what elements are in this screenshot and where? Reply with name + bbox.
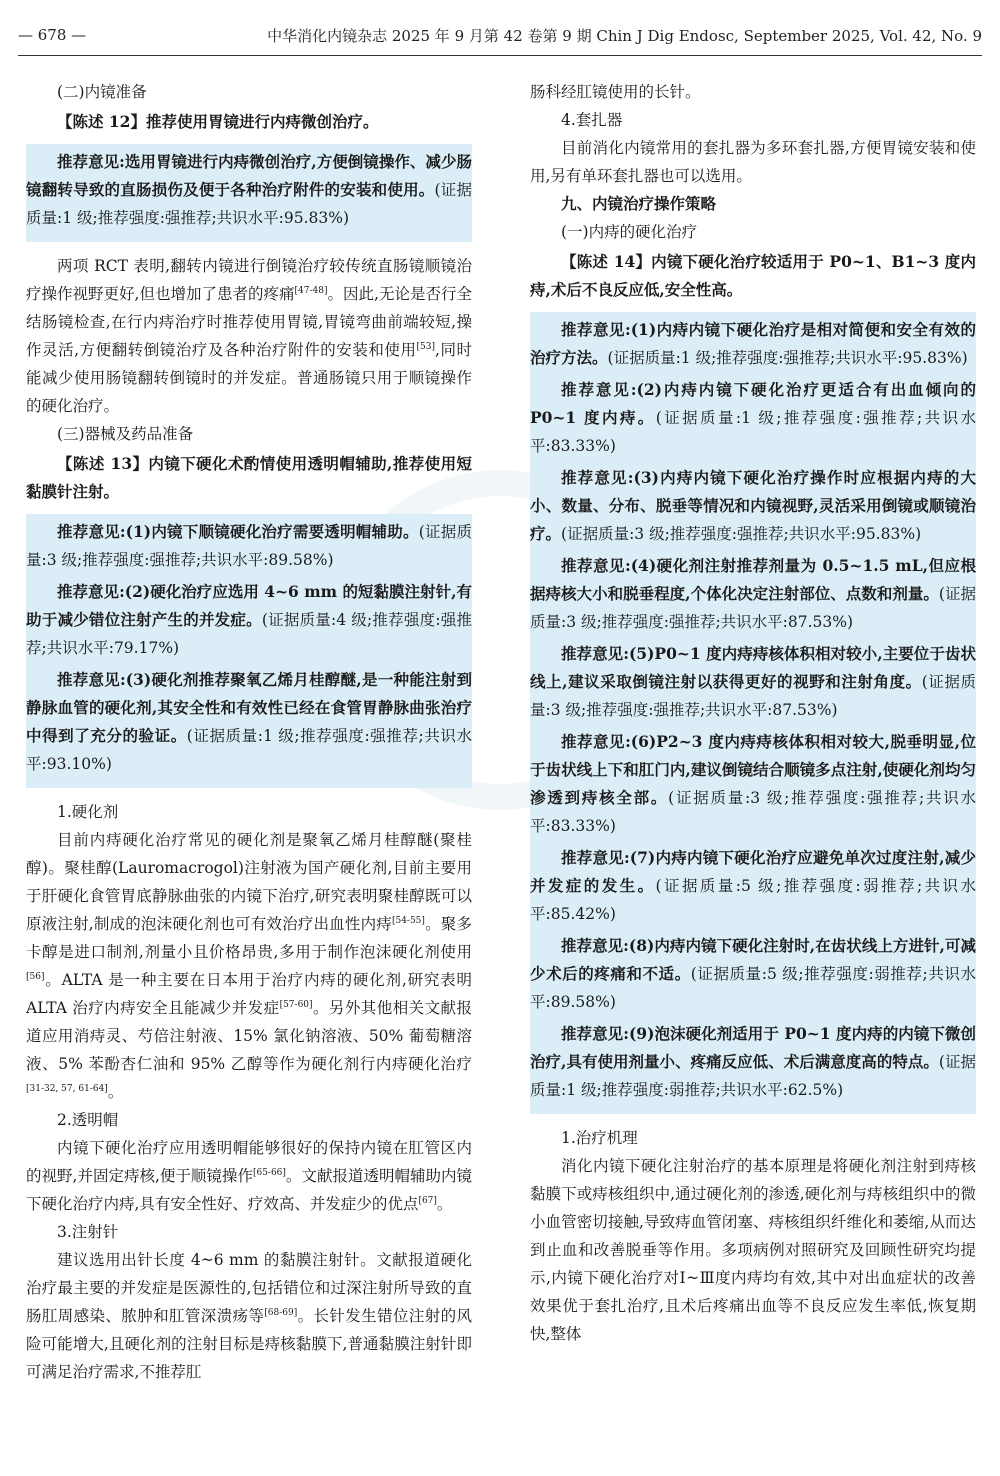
paragraph: 建议选用出针长度 4~6 mm 的黏膜注射针。文献报道硬化治疗最主要的并发症是医源性的,包括错位和过深注射所导致的直肠肛周感染、脓肿和肛管深溃疡等[68-69]。长针发生错位注射的风险可能增大,且硬化剂的注射目标是痔核黏膜下,普通黏膜注射针即可满足治疗需求,不推荐肛	[26, 1251, 472, 1381]
recommendation-box	[26, 144, 472, 242]
section-heading: (一)内痔的硬化治疗	[561, 223, 698, 241]
subsection-heading: 1.治疗机理	[561, 1129, 638, 1147]
recommendation: 推荐意见:(9)泡沫硬化剂适用于 P0~1 度内痔的内镜下微创治疗,具有使用剂量小、疼痛反应低、术后满意度高的特点。(证据质量:1 级;推荐强度:弱推荐;共识水平:62.5%)	[530, 1024, 976, 1099]
statement-14: 【陈述 14】内镜下硬化治疗较适用于 P0~1、B1~3 度内痔,术后不良反应低,安全性高。	[530, 252, 976, 299]
recommendation: 推荐意见:(1)内镜下顺镜硬化治疗需要透明帽辅助。(证据质量:3 级;推荐强度:强推荐;共识水平:89.58%)	[26, 522, 472, 569]
recommendation: 推荐意见:(2)硬化治疗应选用 4~6 mm 的短黏膜注射针,有助于减少错位注射产生的并发症。(证据质量:4 级;推荐强度:强推荐;共识水平:79.17%)	[26, 582, 472, 657]
subsection-heading: 2.透明帽	[57, 1111, 119, 1129]
header-divider	[18, 55, 982, 56]
paragraph: 目前内痔硬化治疗常见的硬化剂是聚氧乙烯月桂醇醚(聚桂醇)。聚桂醇(Lauromacrogol)注射液为国产硬化剂,目前主要用于肝硬化食管胃底静脉曲张的内镜下治疗,研究表明聚桂醇既可以原液注射,制成的泡沫硬化剂也可有效治疗出血性内痔[54-55]。聚多卡醇是进口制剂,剂量小且价格昂贵,多用于制作泡沫硬化剂使用[56]。ALTA 是一种主要在日本用于治疗内痔的硬化剂,研究表明 ALTA 治疗内痔安全且能减少并发症[57-60]。另外其他相关文献报道应用消痔灵、芍倍注射液、15% 氯化钠溶液、50% 葡萄糖溶液、5% 苯酚杏仁油和 95% 乙醇等作为硬化剂行内痔硬化治疗[31-32, 57, 61-64]。	[26, 831, 472, 1101]
paragraph: 两项 RCT 表明,翻转内镜进行倒镜治疗较传统直肠镜顺镜治疗操作视野更好,但也增加了患者的疼痛[47-48]。因此,无论是否行全结肠镜检查,在行内痔治疗时推荐使用胃镜,胃镜弯曲前端较短,操作灵活,方便翻转倒镜治疗及各种治疗附件的安装和使用[53],同时能减少使用肠镜翻转倒镜时的并发症。普通肠镜只用于顺镜操作的硬化治疗。	[26, 257, 472, 415]
recommendation: 推荐意见:(1)内痔内镜下硬化治疗是相对简便和安全有效的治疗方法。(证据质量:1 级;推荐强度:强推荐;共识水平:95.83%)	[530, 320, 976, 367]
journal-citation: 中华消化内镜杂志 2025 年 9 月第 42 卷第 9 期 Chin J Dig Endosc, September 2025, Vol. 42, No. 9	[267, 26, 982, 45]
recommendation: 推荐意见:(6)P2~3 度内痔痔核体积相对较大,脱垂明显,位于齿状线上下和肛门内,建议倒镜结合顺镜多点注射,使硬化剂均匀渗透到痔核全部。(证据质量:3 级;推荐强度:强推荐;共识水平:83.33%)	[530, 732, 976, 835]
statement-13: 【陈述 13】内镜下硬化术酌情使用透明帽辅助,推荐使用短黏膜针注射。	[26, 454, 472, 501]
subsection-heading: 4.套扎器	[561, 111, 623, 129]
recommendation: 推荐意见:(3)内痔内镜下硬化治疗操作时应根据内痔的大小、数量、分布、脱垂等情况和内镜视野,灵活采用倒镜或顺镜治疗。(证据质量:3 级;推荐强度:强推荐;共识水平:95.83%)	[530, 468, 976, 543]
recommendation: 推荐意见:(8)内痔内镜下硬化注射时,在齿状线上方进针,可减少术后的疼痛和不适。(证据质量:5 级;推荐强度:弱推荐;共识水平:89.58%)	[530, 936, 976, 1011]
statement-12: 【陈述 12】推荐使用胃镜进行内痔微创治疗。	[57, 112, 379, 131]
recommendation-box	[530, 312, 976, 1114]
running-header	[18, 20, 982, 50]
left-column	[26, 78, 472, 1468]
section-heading: 九、内镜治疗操作策略	[561, 194, 717, 213]
subsection-heading: 3.注射针	[57, 1223, 119, 1241]
recommendation: 推荐意见:选用胃镜进行内痔微创治疗,方便倒镜操作、减少肠镜翻转导致的直肠损伤及便于各种治疗附件的安装和使用。(证据质量:1 级;推荐强度:强推荐;共识水平:95.83%)	[26, 152, 472, 227]
right-column	[530, 78, 976, 1468]
subsection-heading: 1.硬化剂	[57, 803, 119, 821]
recommendation-box	[26, 514, 472, 788]
paragraph: 消化内镜下硬化注射治疗的基本原理是将硬化剂注射到痔核黏膜下或痔核组织中,通过硬化剂的渗透,硬化剂与痔核组织中的微小血管密切接触,导致痔血管闭塞、痔核组织纤维化和萎缩,从而达到止血和改善脱垂等作用。多项病例对照研究及回顾性研究均提示,内镜下硬化治疗对Ⅰ~Ⅲ度内痔均有效,其中对出血症状的改善效果优于套扎治疗,且术后疼痛出血等不良反应发生率低,恢复期快,整体	[530, 1157, 976, 1343]
section-heading: (三)器械及药品准备	[57, 425, 194, 443]
paragraph: 肠科经肛镜使用的长针。	[530, 83, 701, 101]
recommendation: 推荐意见:(3)硬化剂推荐聚氧乙烯月桂醇醚,是一种能注射到静脉血管的硬化剂,其安全性和有效性已经在食管胃静脉曲张治疗中得到了充分的验证。(证据质量:1 级;推荐强度:强推荐;共识水平:93.10%)	[26, 670, 472, 773]
recommendation: 推荐意见:(2)内痔内镜下硬化治疗更适合有出血倾向的 P0~1 度内痔。(证据质量:1 级;推荐强度:强推荐;共识水平:83.33%)	[530, 380, 976, 455]
recommendation: 推荐意见:(5)P0~1 度内痔痔核体积相对较小,主要位于齿状线上,建议采取倒镜注射以获得更好的视野和注射角度。(证据质量:3 级;推荐强度:强推荐;共识水平:87.53%)	[530, 644, 976, 719]
section-heading: (二)内镜准备	[57, 83, 147, 101]
recommendation: 推荐意见:(4)硬化剂注射推荐剂量为 0.5~1.5 mL,但应根据痔核大小和脱垂程度,个体化决定注射部位、点数和剂量。(证据质量:3 级;推荐强度:强推荐;共识水平:87.53%)	[530, 556, 976, 631]
paragraph: 目前消化内镜常用的套扎器为多环套扎器,方便胃镜安装和使用,另有单环套扎器也可以选用。	[530, 139, 976, 185]
paragraph: 内镜下硬化治疗应用透明帽能够很好的保持内镜在肛管区内的视野,并固定痔核,便于顺镜操作[65-66]。文献报道透明帽辅助内镜下硬化治疗内痔,具有安全性好、疗效高、并发症少的优点[67]。	[26, 1139, 472, 1213]
page-number: — 678 —	[18, 26, 87, 44]
recommendation: 推荐意见:(7)内痔内镜下硬化治疗应避免单次过度注射,减少并发症的发生。(证据质量:5 级;推荐强度:弱推荐;共识水平:85.42%)	[530, 848, 976, 923]
